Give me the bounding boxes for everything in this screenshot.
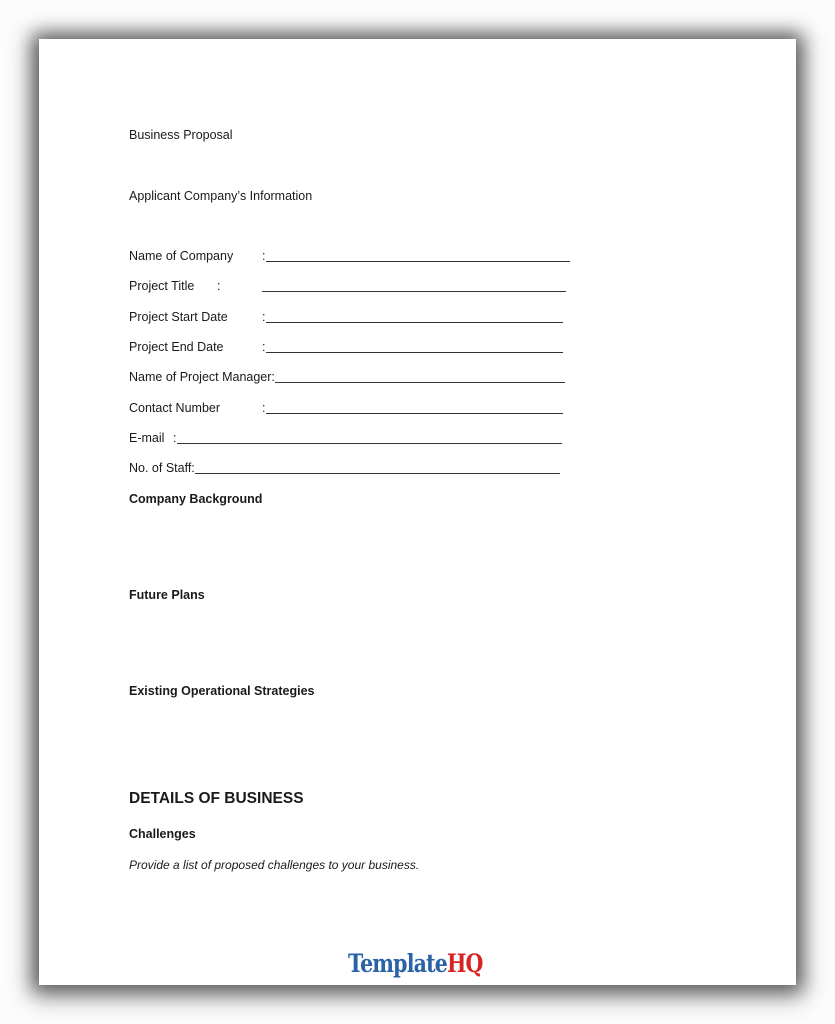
field-colon: : [262, 249, 266, 263]
heading-company-background: Company Background [129, 492, 263, 506]
field-colon: : [262, 401, 266, 415]
section-subtitle: Applicant Company’s Information [129, 189, 313, 203]
field-underline[interactable] [266, 352, 563, 353]
field-label: No. of Staff: [129, 461, 195, 475]
field-underline[interactable] [177, 443, 562, 444]
field-underline[interactable] [262, 291, 566, 292]
field-label: E-mail [129, 431, 165, 445]
field-label: Project Start Date [129, 310, 228, 324]
field-label: Name of Project Manager: [129, 370, 275, 384]
heading-existing-strategies: Existing Operational Strategies [129, 684, 315, 698]
field-label: Contact Number [129, 401, 221, 415]
field-underline[interactable] [266, 413, 563, 414]
heading-future-plans: Future Plans [129, 588, 205, 602]
document-title: Business Proposal [129, 128, 233, 142]
field-colon: : [262, 310, 266, 324]
field-colon: : [173, 431, 177, 445]
logo-text-template: Template [348, 949, 448, 978]
heading-details-of-business: DETAILS OF BUSINESS [129, 790, 304, 807]
field-colon: : [217, 279, 221, 293]
document-page [39, 39, 796, 985]
field-colon: : [262, 340, 266, 354]
challenges-instruction: Provide a list of proposed challenges to your business. [129, 858, 420, 872]
field-underline[interactable] [195, 473, 560, 474]
field-underline[interactable] [266, 261, 570, 262]
templatehq-logo [348, 949, 483, 979]
field-label: Project Title [129, 279, 195, 293]
field-label: Project End Date [129, 340, 224, 354]
logo-text-hq: HQ [447, 949, 483, 978]
field-underline[interactable] [266, 322, 563, 323]
field-label: Name of Company [129, 249, 234, 263]
heading-challenges: Challenges [129, 827, 196, 841]
field-underline[interactable] [275, 382, 565, 383]
